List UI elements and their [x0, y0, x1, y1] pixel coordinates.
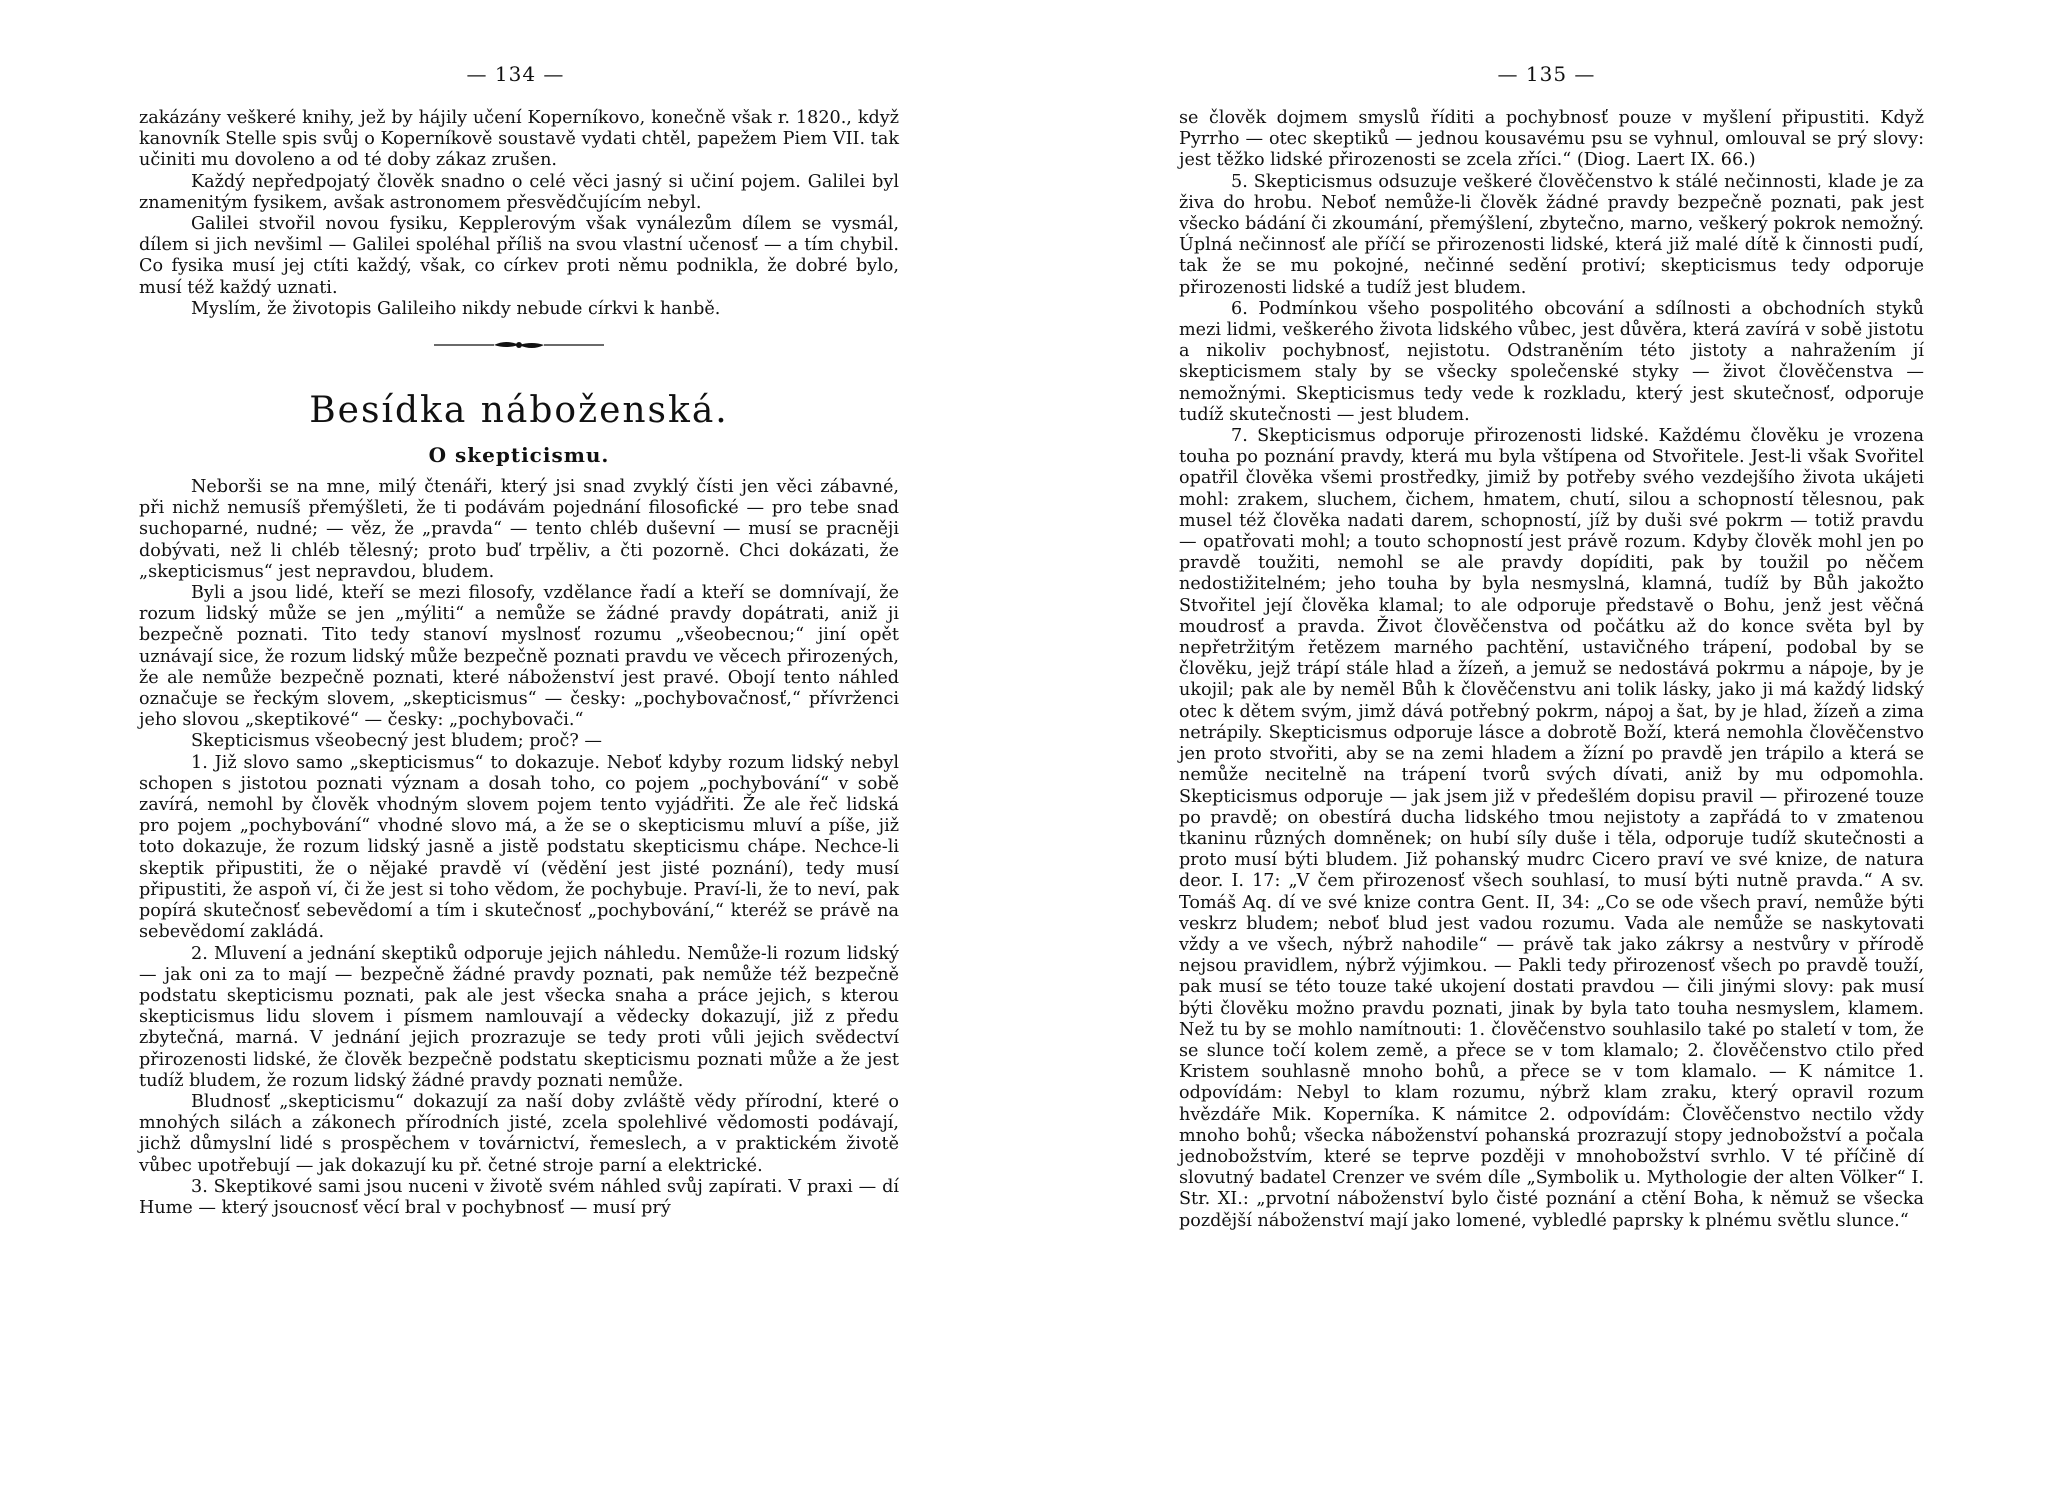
article-paragraph: 7. Skepticismus odporuje přirozenosti lidské. Každému člověku je vrozena touha po poznání pravdy, která mu byla vštípena od Stvořitele. Jest-li však Svořitel opatřil člověka všemi prostředky, jimiž by potřeby svého vezdejšího života ukájeti mohl: zrakem, sluchem, čichem, hmatem, chutí, silou a schopností tělesnou, pak musel též člověka nadati darem, schopností, jíž by duši své pokrm — totiž pravdu — opatřovati mohl; a touto schopností jest právě rozum. Kdyby člověk mohl jen po pravdě toužiti, nemohl se ale pravdy dopíditi, pak by toužil po něčem nedostižitelném; jeho touha by byla nesmyslná, klamná, tudíž by Bůh jakožto Stvořitel její člověka klamal; to ale odporuje představě o Bohu, jenž jest věčná moudrosť a pravda. Život člověčenstva od počátku až do konce světa byl by nepřetržitým řetězem marného pachtění, ustavičného trápení, podobal by se člověku, jejž trápí stále hlad a žízeň, a jemuž se nedostává pokrmu a nápoje, by je ukojil; pak ale by neměl Bůh k člověčenstvu ani tolik lásky, jako ji má každý lidský otec k dětem svým, jimž dává potřebný pokrm, nápoj a šat, by je hlad, žízeň a zima netrápily. Skepticismus odporuje lásce a dobrotě Boží, která nemohla člověčenstvo jen proto stvořiti, aby se na zemi hladem a žízní po pravdě jen trápilo a která se nemůže necitelně na trápení tvorů svých dívati, aniž by mu odpomohla. Skepticismus odporuje — jak jsem již v předešlém dopisu pravil — přirozené touze po pravdě; on obestírá ducha lidského tmou nejistoty a zapřádá to v zmatenou tkaninu různých domněnek; on hubí síly duše i těla, odporuje tudíž skutečnosti a proto musí býti bludem. Již pohanský mudrc Cicero praví ve své knize, de natura deor. I. 17: „V čem přirozenosť všech souhlasí, to musí býti nutně pravda.“ A sv. Tomáš Aq. dí ve své knize contra Gent. II, 34: „Co se ode všech praví, nemůže býti veskrz bludem; neboť blud jest vadou rozumu. Vada ale nemůže se naskytovati vždy a ve všech, nýbrž nahodile“ — právě tak jako zákrsy a nestvůry v přírodě nejsou pravidlem, nýbrž výjimkou. — Pakli tedy přirozenosť všech po pravdě touží, pak musí se této touze také ukojení dostati pravdou — čili jinými slovy: pak musí býti člověku možno pravdu poznati, jinak by byla tato touha nesmyslem, klamem. Než tu by se mohlo namítnouti: 1. člověčenstvo souhlasilo také po staletí v tom, že se slunce točí kolem země, a přece se v tom klamalo; 2. člověčenstvo ctilo před Kristem souhlasně mnoho bohů, a přece se v tom klamalo. — K námitce 1. odpovídám: Nebyl to klam rozumu, nýbrž klam zraku, který opravil rozum hvězdáře Mik. Koperníka. K námitce 2. odpovídám: Člověčenstvo nectilo vždy mnoho bohů; všecka náboženství pohanská prozrazují stopy jednobožství a počala jednobožstvím, které se teprve později v mnohobožství svrhlo. V té příčině dí slovutný badatel Crenzer ve svém díle „Symbolik u. Mythologie der alten Völker“ I. Str. XI.: „prvotní náboženství bylo čisté poznání a ctění Boha, k němuž se všecka pozdější náboženství mají jako lomené, vybledlé paprsky k plnému světlu slunce.“ — [1179, 426, 1924, 1231]
article-paragraph: 3. Skeptikové sami jsou nuceni v životě svém náhled svůj zapírati. V praxi — dí Hume — který jsoucnosť věcí bral v pochybnosť — musí prý — [139, 1176, 899, 1218]
page-number-left: — 134 — — [466, 62, 565, 86]
section-heading: Besídka náboženská. — [309, 390, 729, 432]
article-paragraph: 2. Mluvení a jednání skeptiků odporuje jejich náhledu. Nemůže-li rozum lidský — jak oni za to mají — bezpečně žádné pravdy poznati, pak nemůže též bezpečně podstatu skepticismu poznati, pak ale jest všecka snaha a práce jejich, s kterou skepticismus lidu slovem i písmem namlouvají a vědecky dokazují, již z předu zbytečná, marná. V jednání jejich prozrazuje se tedy proti vůli jejich svědectví přirozenosti lidské, že člověk bezpečně podstatu skepticismu poznati může a že jest tudíž bludem, že rozum lidský žádné pravdy poznati nemůže. — [139, 943, 899, 1091]
article-paragraph: se člověk dojmem smyslů říditi a pochybnosť pouze v myšlení připustiti. Když Pyrrho — otec skeptiků — jednou kousavému psu se vyhnul, omlouval se prý slovy: jest těžko lidské přirozenosti se zcela zříci.“ (Diog. Laert IX. 66.) — [1179, 108, 1924, 171]
article-title: O skepticismu. — [428, 443, 610, 468]
article-paragraph: Bludnosť „skepticismu“ dokazují za naší doby zvláště vědy přírodní, které o mnohých silách a zákonech přírodních jisté, zcela spolehlivé vědomosti podávají, jichž důmyslní lidé s prospěchem v továrnictví, řemeslech, a v praktickém životě vůbec upotřebují — jak dokazují ku př. četné stroje parní a elektrické. — [139, 1091, 899, 1176]
right-page — [1031, 0, 2062, 1500]
intro-paragraph: Galilei stvořil novou fysiku, Kepplerovým však vynálezům dílem se vysmál, dílem si jich nevšiml — Galilei spoléhal příliš na svou vlastní učenosť — a tím chybil. Co fysika musí jej ctíti každý, však, co církev proti němu podnikla, že dobré bylo, musí též každý uznati. — [139, 214, 899, 298]
article-paragraph: 6. Podmínkou všeho pospolitého obcování a sdílnosti a obchodních styků mezi lidmi, veškerého života lidského vůbec, jest důvěra, která zavírá v sobě jistotu a nikoliv pochybnosť, nejistotu. Odstraněním této jistoty a nahražením jí skepticismem staly by se všecky společenské styky — život člověčenstva — nemožnými. Skepticismus tedy vede k rozkladu, který jest skutečnosť, odporuje tudíž skutečnosti — jest bludem. — [1179, 298, 1924, 425]
left-column — [139, 108, 899, 1219]
ornament-icon — [434, 338, 604, 352]
intro-paragraph: Myslím, že životopis Galileiho nikdy nebude církvi k hanbě. — [191, 298, 721, 319]
page-number-right: — 135 — — [1497, 62, 1596, 86]
article-paragraph: Byli a jsou lidé, kteří se mezi filosofy, vzdělance řadí a kteří se domnívají, že rozum lidský může se jen „mýliti“ a nemůže se žádné pravdy dopátrati, aniž ji bezpečně poznati. Tito tedy stanoví myslnosť rozumu „všeobecnou;“ jiní opět uznávají sice, že rozum lidský může bezpečně poznati pravdu ve věcech přirozených, že ale nemůže bezpečně poznati, které náboženství jest pravé. Obojí tento náhled označuje se řeckým slovem, „skepticismus“ — česky: „pochybovačnosť,“ přívrženci jeho slovou „skeptikové“ — česky: „pochybovači.“ — [139, 583, 899, 731]
right-column — [1179, 108, 1924, 1232]
ornamental-divider — [139, 328, 899, 362]
article-paragraph: Skepticismus všeobecný jest bludem; proč? — — [191, 731, 602, 752]
intro-paragraph: zakázány veškeré knihy, jež by hájily učení Koperníkovo, konečně však r. 1820., když kanovník Stelle spis svůj o Koperníkově soustavě vydati chtěl, papežem Piem VII. tak učiniti mu dovoleno a od té doby zákaz zrušen. — [139, 108, 899, 171]
article-paragraph: Neborši se na mne, milý čtenáři, který jsi snad zvyklý čísti jen věci zábavné, při nichž nemusíš přemýšleti, že ti podávám pojednání filosofické — pro tebe snad suchoparné, nudné; — věz, že „pravda“ — tento chléb duševní — musí se pracněji dobývati, než li chléb tělesný; proto buď trpěliv, a čti pozorně. Chci dokázati, že „skepticismus“ jest nepravdou, bludem. — [139, 477, 899, 582]
intro-paragraph: Každý nepředpojatý člověk snadno o celé věci jasný si učiní pojem. Galilei byl znamenitým fysikem, avšak astronomem přesvědčujícím nebyl. — [139, 171, 899, 213]
article-paragraph: 5. Skepticismus odsuzuje veškeré člověčenstvo k stálé nečinnosti, klade je za živa do hrobu. Neboť nemůže-li člověk žádné pravdy bezpečně poznati, pak jest všecko bádání či zkoumání, přemýšlení, zbytečno, marno, veškerý pokrok nemožný. Úplná nečinnosť ale příčí se přirozenosti lidské, která již malé dítě k činnosti pudí, tak že se mu pokojné, nečinné sedění protiví; skepticismus tedy odporuje přirozenosti lidské a tudíž jest bludem. — [1179, 171, 1924, 298]
article-paragraph: 1. Již slovo samo „skepticismus“ to dokazuje. Neboť kdyby rozum lidský nebyl schopen s jistotou poznati význam a dosah toho, co pojem „pochybování“ v sobě zavírá, nemohl by člověk vhodným slovem pojem tento vyjádřiti. Že ale řeč lidská pro pojem „pochybování“ vhodné slovo má, a že se o skepticismu mluví a píše, již toto dokazuje, že rozum lidský jasně a jistě podstatu skepticismu chápe. Nechce-li skeptik připustiti, že o nějaké pravdě ví (vědění jest jisté poznání), tedy musí připustiti, že aspoň ví, či že jest si toho vědom, že pochybuje. Praví-li, že to neví, pak popírá skutečnosť sebevědomí a tím i skutečnosť „pochybování,“ kteréž se právě na sebevědomí zakládá. — [139, 752, 899, 943]
